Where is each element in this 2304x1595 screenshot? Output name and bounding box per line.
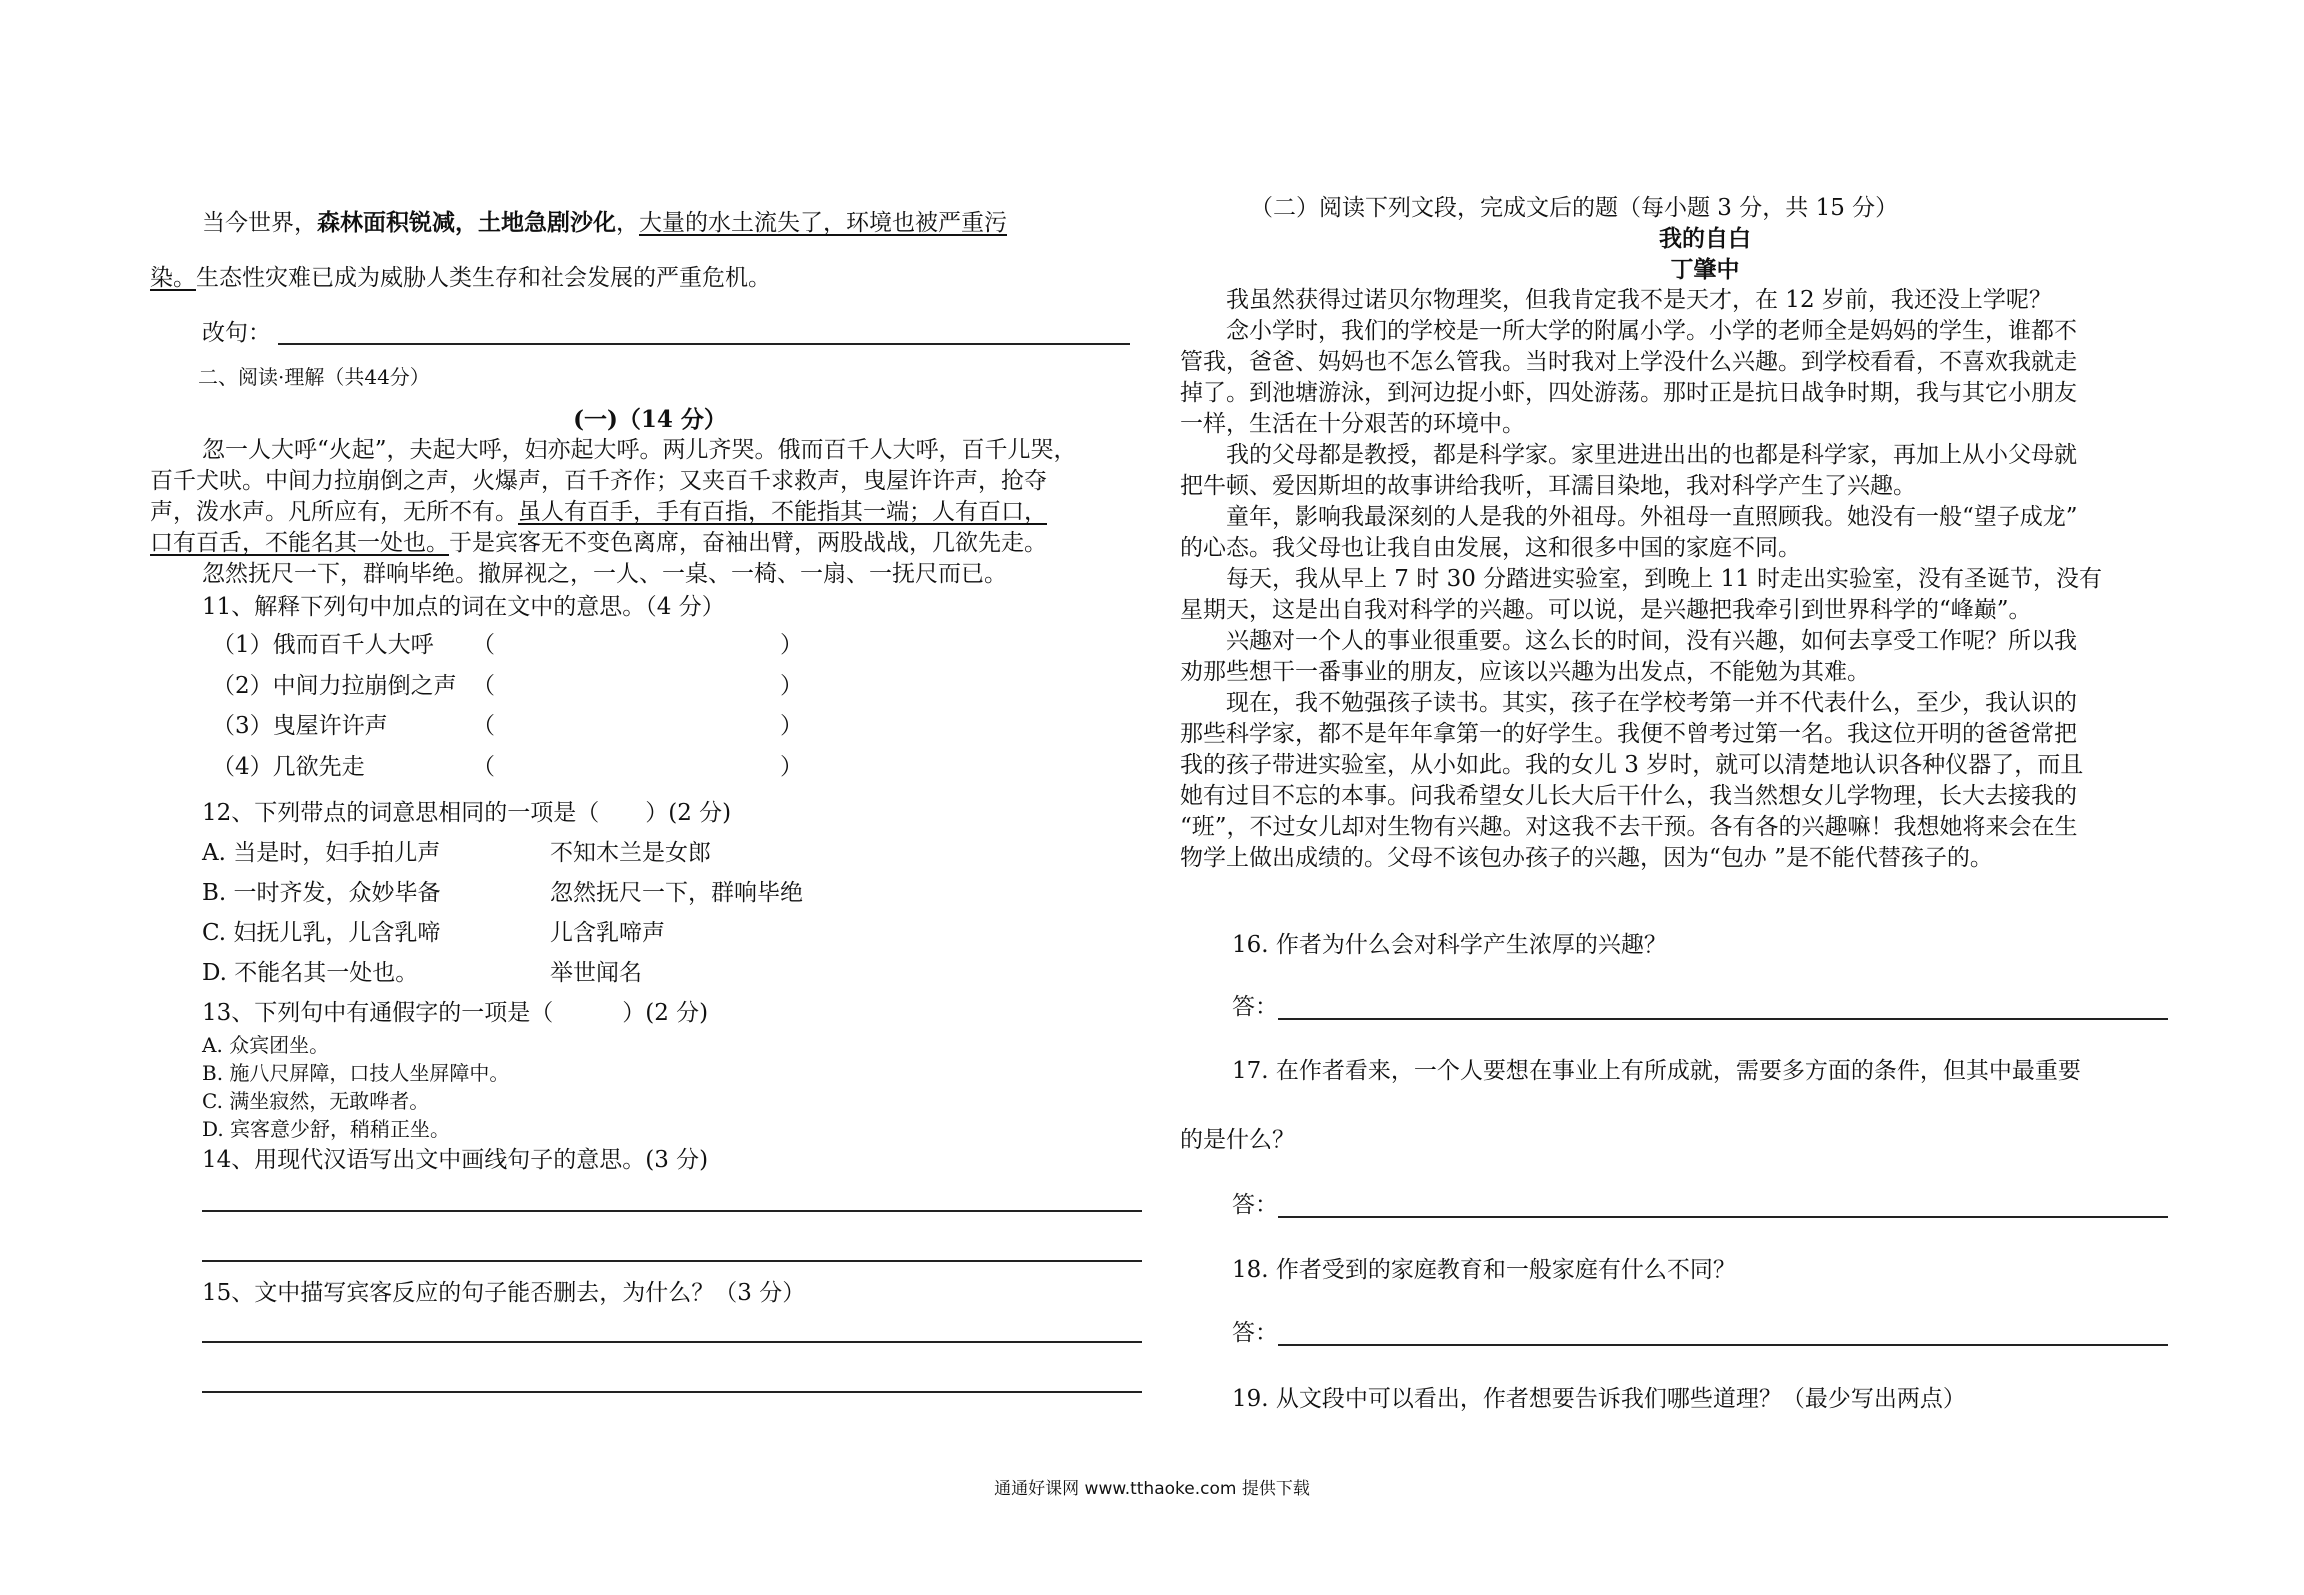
article-line: 一样，生活在十分艰苦的环境中。 (1180, 411, 1525, 437)
article-line: 童年，影响我最深刻的人是我的外祖母。外祖母一直照顾我。她没有一般“望子成龙” (1180, 504, 2078, 530)
q13-prompt: 13、下列句中有通假字的一项是（ ）(2 分) (202, 1000, 709, 1026)
q12-option-d-pair: 举世闻名 (550, 960, 642, 986)
q15-answer-line-1[interactable] (202, 1341, 1142, 1343)
q11-prompt: 11、解释下列句中加点的词在文中的意思。（4 分） (202, 594, 725, 620)
q13-option-d[interactable]: D. 宾客意少舒，稍稍正坐。 (202, 1117, 451, 1141)
part1-title: (一)（14 分） (573, 406, 727, 433)
q17-answer-label: 答： (1232, 1192, 1278, 1218)
q17-prompt-line2: 的是什么？ (1180, 1127, 1295, 1153)
q11-item-2: （2）中间力拉崩倒之声 (212, 673, 457, 699)
q16-answer-line[interactable] (1278, 1018, 2168, 1020)
q14-answer-line-2[interactable] (202, 1260, 1142, 1262)
q19-prompt: 19. 从文段中可以看出，作者想要告诉我们哪些道理？（最少写出两点） (1232, 1386, 1966, 1412)
q18-answer-line[interactable] (1278, 1344, 2168, 1346)
q15-answer-line-2[interactable] (202, 1391, 1142, 1393)
q11-item-3: （3）曳屋许许声 (212, 713, 388, 739)
q10-bold-phrase: 森林面积锐减，土地急剧沙化 (317, 209, 616, 236)
article-line: 现在，我不勉强孩子读书。其实，孩子在学校考第一并不代表什么，至少，我认识的 (1180, 690, 2077, 716)
article-line: 每天，我从早上 7 时 30 分踏进实验室，到晚上 11 时走出实验室，没有圣诞节，没有 (1180, 566, 2103, 592)
passage-line-2: 百千犬吠。中间力拉崩倒之声，火爆声，百千齐作；又夹百千求救声，曳屋许许声，抢夺 (150, 468, 1047, 494)
q12-option-a-pair: 不知木兰是女郎 (550, 840, 711, 866)
article-line: 物学上做出成绩的。父母不该包办孩子的兴趣，因为“包办 ”是不能代替孩子的。 (1180, 845, 1993, 871)
q18-prompt: 18. 作者受到的家庭教育和一般家庭有什么不同？ (1232, 1257, 1736, 1283)
article-line: 的心态。我父母也让我自由发展，这和很多中国的家庭不同。 (1180, 535, 1801, 561)
q12-prompt: 12、下列带点的词意思相同的一项是（ ）(2 分) (202, 800, 732, 826)
q12-option-b[interactable]: B. 一时齐发，众妙毕备 (202, 880, 441, 906)
q17-prompt-line1: 17. 在作者看来，一个人要想在事业上有所成就，需要多方面的条件，但其中最重要 (1232, 1058, 2081, 1084)
article-line: 管我，爸爸、妈妈也不怎么管我。当时我对上学没什么兴趣。到学校看看，不喜欢我就走 (1180, 349, 2077, 375)
q11-item-4: （4）几欲先走 (212, 754, 365, 780)
q10-underlined-phrase: 大量的水土流失了，环境也被严重污 (639, 210, 1007, 236)
section2-title: 二、阅读·理解（共44分） (198, 365, 430, 389)
passage-line-5: 忽然抚尺一下，群响毕绝。撤屏视之，一人、一桌、一椅、一扇、一抚尺而已。 (202, 561, 1007, 587)
q10-line2: 染。生态性灾难已成为威胁人类生存和社会发展的严重危机。 (150, 265, 771, 291)
q12-option-b-pair: 忽然抚尺一下，群响毕绝 (550, 880, 803, 906)
passage-line-1: 忽一人大呼“火起”，夫起大呼，妇亦起大呼。两儿齐哭。俄而百千人大呼，百千儿哭， (202, 437, 1077, 463)
passage-line-4: 口有百舌，不能名其一处也。于是宾客无不变色离席，奋袖出臂，两股战战，几欲先走。 (150, 530, 1047, 556)
rewrite-answer-line[interactable] (278, 343, 1130, 345)
article-line: 劝那些想干一番事业的朋友，应该以兴趣为出发点，不能勉为其难。 (1180, 659, 1870, 685)
q14-answer-line-1[interactable] (202, 1210, 1142, 1212)
q16-answer-label: 答： (1232, 994, 1278, 1020)
article-line: 把牛顿、爱因斯坦的故事讲给我听，耳濡目染地，我对科学产生了兴趣。 (1180, 473, 1916, 499)
q17-answer-line[interactable] (1278, 1216, 2168, 1218)
q13-option-a[interactable]: A. 众宾团坐。 (202, 1033, 330, 1057)
q10-line1: 当今世界，森林面积锐减，土地急剧沙化，大量的水土流失了，环境也被严重污 (202, 209, 1007, 236)
q12-option-c-pair: 儿含乳啼声 (550, 920, 665, 946)
article-line: 念小学时，我们的学校是一所大学的附属小学。小学的老师全是妈妈的学生，谁都不 (1180, 318, 2077, 344)
part2-title: （二）阅读下列文段，完成文后的题（每小题 3 分，共 15 分） (1250, 195, 1899, 221)
q15-prompt: 15、文中描写宾客反应的句子能否删去，为什么？（3 分） (202, 1280, 806, 1306)
article-line: 兴趣对一个人的事业很重要。这么长的时间，没有兴趣，如何去享受工作呢？所以我 (1180, 628, 2077, 654)
article-title: 我的自白 (1659, 225, 1751, 252)
article-line: 掉了。到池塘游泳，到河边捉小虾，四处游荡。那时正是抗日战争时期，我与其它小朋友 (1180, 380, 2077, 406)
q14-prompt: 14、用现代汉语写出文中画线句子的意思。(3 分) (202, 1147, 709, 1173)
article-line: 那些科学家，都不是年年拿第一的好学生。我便不曾考过第一名。我这位开明的爸爸常把 (1180, 721, 2077, 747)
q10-rewrite-label: 改句： (202, 320, 271, 346)
article-line: 星期天，这是出自我对科学的兴趣。可以说，是兴趣把我牵引到世界科学的“峰巅”。 (1180, 597, 2032, 623)
footer-credit: 通通好课网 www.tthaoke.com 提供下载 (994, 1479, 1310, 1499)
q13-option-c[interactable]: C. 满坐寂然，无敢哗者。 (202, 1089, 430, 1113)
article-author: 丁肇中 (1670, 256, 1740, 283)
q12-option-a[interactable]: A. 当是时，妇手拍儿声 (202, 840, 441, 866)
article-line: “班”，不过女儿却对生物有兴趣。对这我不去干预。各有各的兴趣嘛！我想她将来会在生 (1180, 814, 2078, 840)
article-line: 她有过目不忘的本事。问我希望女儿长大后干什么，我当然想女儿学物理，长大去接我的 (1180, 783, 2077, 809)
q11-item-1: （1）俄而百千人大呼 (212, 632, 434, 658)
q18-answer-label: 答： (1232, 1320, 1278, 1346)
q13-option-b[interactable]: B. 施八尺屏障，口技人坐屏障中。 (202, 1061, 510, 1085)
passage-line-3: 声，泼水声。凡所应有，无所不有。虽人有百手，手有百指，不能指其一端；人有百口， (150, 499, 1047, 525)
q12-option-c[interactable]: C. 妇抚儿乳，儿含乳啼 (202, 920, 441, 946)
article-line: 我的父母都是教授，都是科学家。家里进进出出的也都是科学家，再加上从小父母就 (1180, 442, 2077, 468)
q12-option-d[interactable]: D. 不能名其一处也。 (202, 960, 419, 986)
article-line: 我虽然获得过诺贝尔物理奖，但我肯定我不是天才，在 12 岁前，我还没上学呢？ (1180, 287, 2052, 313)
q16-prompt: 16. 作者为什么会对科学产生浓厚的兴趣？ (1232, 932, 1667, 958)
article-line: 我的孩子带进实验室，从小如此。我的女儿 3 岁时，就可以清楚地认识各种仪器了，而且 (1180, 752, 2084, 778)
